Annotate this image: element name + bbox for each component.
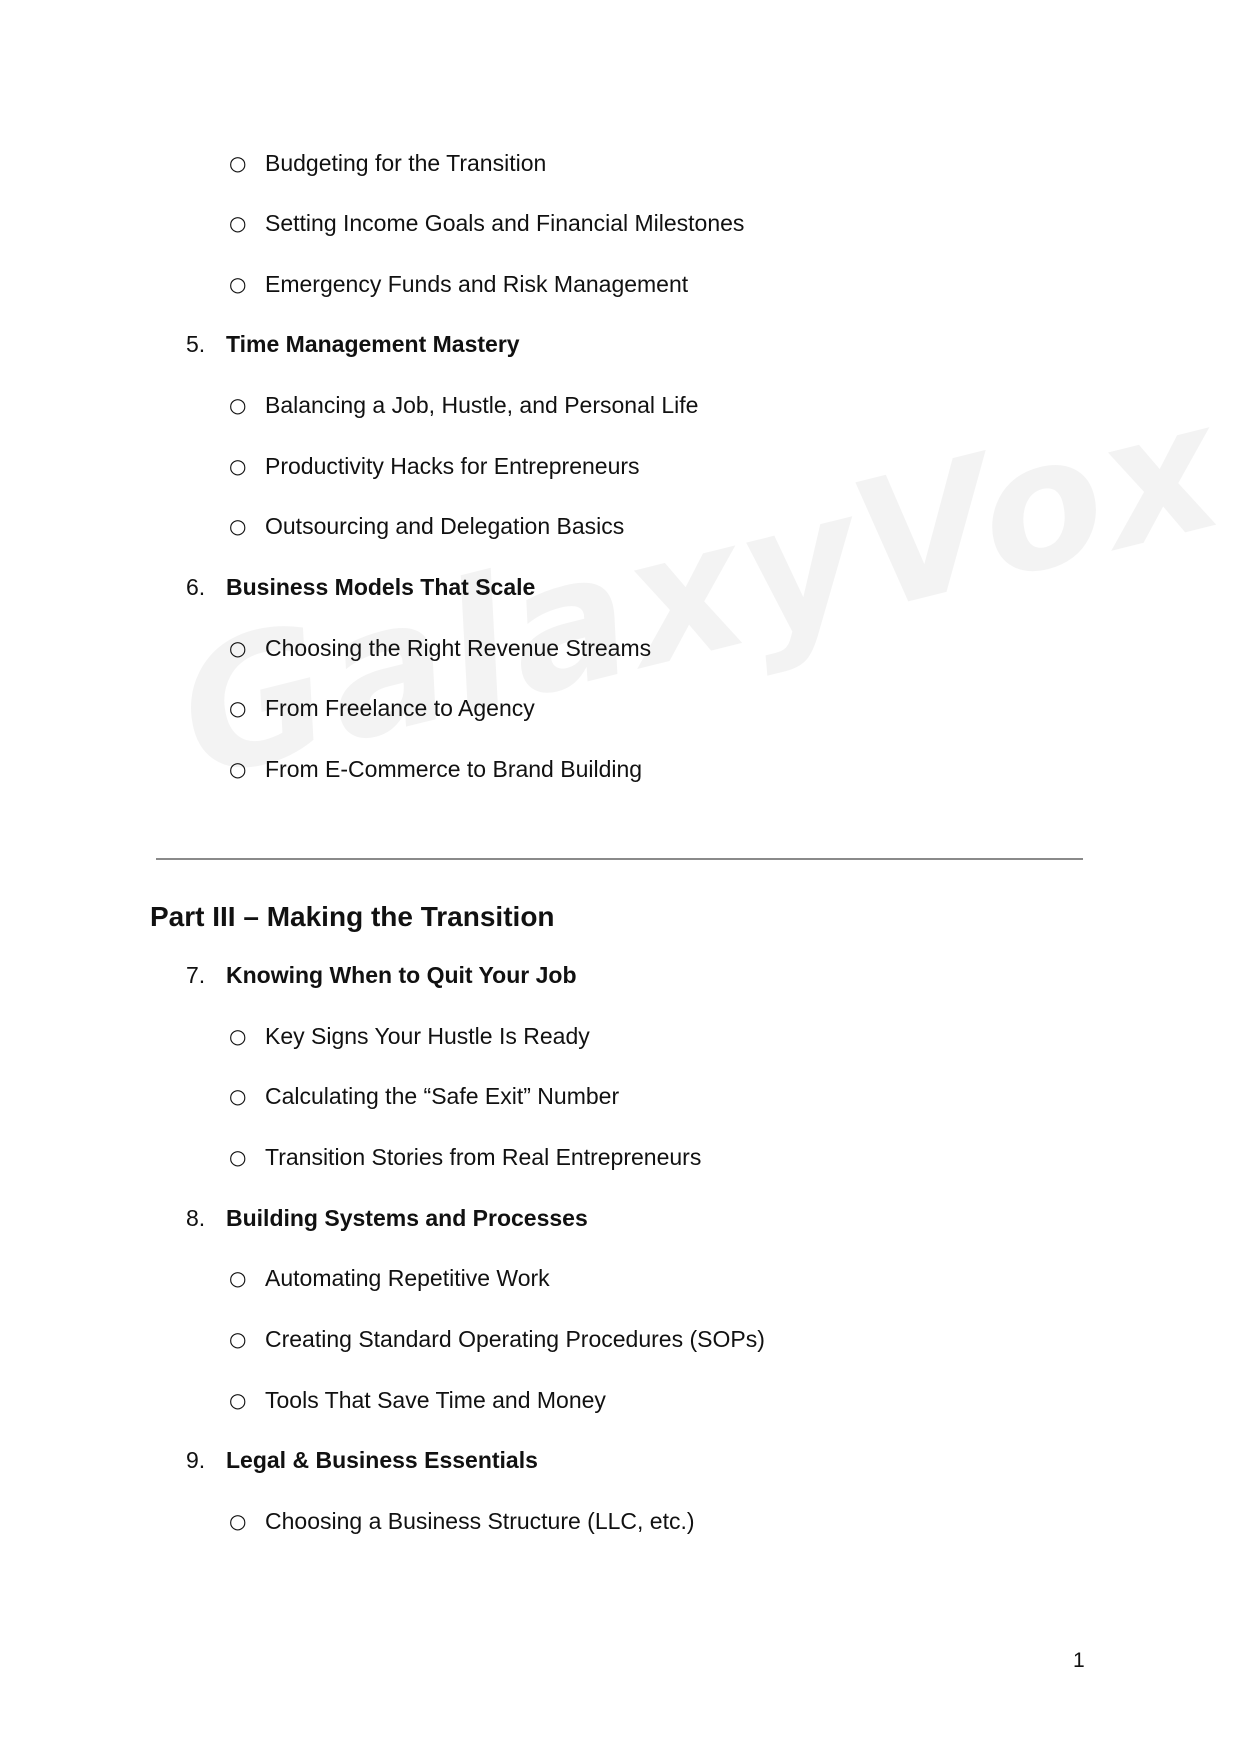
bullet-icon: ○ xyxy=(229,1509,247,1533)
list-item-text: Key Signs Your Hustle Is Ready xyxy=(265,1023,590,1049)
list-item-text: From Freelance to Agency xyxy=(265,695,535,721)
bullet-icon: ○ xyxy=(229,211,247,235)
chapter-heading xyxy=(186,1446,538,1474)
list-item-text: Productivity Hacks for Entrepreneurs xyxy=(265,453,640,479)
list-item-text: Calculating the “Safe Exit” Number xyxy=(265,1083,620,1109)
list-item-text: Tools That Save Time and Money xyxy=(265,1387,606,1413)
chapter-heading xyxy=(186,573,535,601)
list-item xyxy=(229,452,640,480)
list-item xyxy=(229,694,535,722)
list-item xyxy=(229,1022,590,1050)
section-divider xyxy=(156,858,1083,860)
list-item-text: Choosing a Business Structure (LLC, etc.) xyxy=(265,1508,695,1534)
list-item-text: From E-Commerce to Brand Building xyxy=(265,756,643,782)
bullet-icon: ○ xyxy=(229,1024,247,1048)
list-item xyxy=(229,391,699,419)
list-item xyxy=(229,634,652,662)
bullet-icon: ○ xyxy=(229,514,247,538)
bullet-icon: ○ xyxy=(229,454,247,478)
part-heading: Part III – Making the Transition xyxy=(150,901,555,932)
list-item-text: Automating Repetitive Work xyxy=(265,1265,550,1291)
list-item xyxy=(229,1082,620,1110)
bullet-icon: ○ xyxy=(229,1266,247,1290)
list-item xyxy=(229,1143,702,1171)
chapter-heading xyxy=(186,961,577,989)
list-item-text: Choosing the Right Revenue Streams xyxy=(265,635,652,661)
chapter-heading xyxy=(186,1204,588,1232)
bullet-icon: ○ xyxy=(229,757,247,781)
chapter-title: Business Models That Scale xyxy=(226,574,536,600)
list-item-text: Creating Standard Operating Procedures (SOPs) xyxy=(265,1326,765,1352)
list-item xyxy=(229,512,625,540)
page-number: 1 xyxy=(1073,1649,1085,1672)
list-item xyxy=(229,270,689,298)
list-item-text: Transition Stories from Real Entrepreneurs xyxy=(265,1144,702,1170)
bullet-icon: ○ xyxy=(229,1388,247,1412)
chapter-number: 6. xyxy=(186,574,206,600)
bullet-icon: ○ xyxy=(229,1327,247,1351)
list-item-text: Emergency Funds and Risk Management xyxy=(265,271,689,297)
bullet-icon: ○ xyxy=(229,1145,247,1169)
list-item-text: Setting Income Goals and Financial Milestones xyxy=(265,210,745,236)
bullet-icon: ○ xyxy=(229,1084,247,1108)
chapter-title: Legal & Business Essentials xyxy=(226,1447,538,1473)
chapter-title: Building Systems and Processes xyxy=(226,1205,588,1231)
list-item-text: Budgeting for the Transition xyxy=(265,150,547,176)
chapter-number: 9. xyxy=(186,1447,206,1473)
list-item xyxy=(229,1507,695,1535)
list-item xyxy=(229,1325,765,1353)
list-item xyxy=(229,149,547,177)
list-item xyxy=(229,1264,550,1292)
bullet-icon: ○ xyxy=(229,636,247,660)
bullet-icon: ○ xyxy=(229,696,247,720)
bullet-icon: ○ xyxy=(229,393,247,417)
bullet-icon: ○ xyxy=(229,272,247,296)
list-item-text: Outsourcing and Delegation Basics xyxy=(265,513,625,539)
list-item-text: Balancing a Job, Hustle, and Personal Life xyxy=(265,392,699,418)
chapter-title: Knowing When to Quit Your Job xyxy=(226,962,577,988)
bullet-icon: ○ xyxy=(229,151,247,175)
list-item xyxy=(229,755,643,783)
chapter-number: 5. xyxy=(186,331,206,357)
chapter-heading xyxy=(186,330,520,358)
chapter-number: 8. xyxy=(186,1205,206,1231)
list-item xyxy=(229,1386,606,1414)
chapter-title: Time Management Mastery xyxy=(226,331,520,357)
list-item xyxy=(229,209,745,237)
chapter-number: 7. xyxy=(186,962,206,988)
